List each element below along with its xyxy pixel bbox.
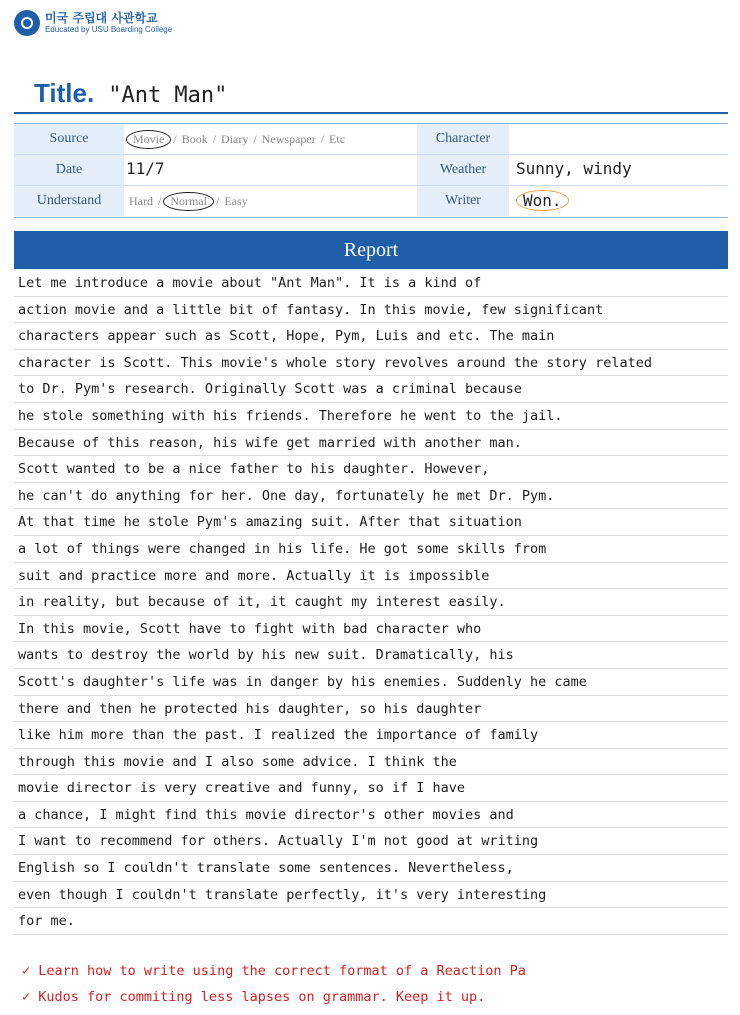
understand-label: Understand <box>14 186 124 216</box>
report-line: At that time he stole Pym's amazing suit. After that situation <box>14 509 728 536</box>
report-line: he stole something with his friends. Therefore he went to the jail. <box>14 403 728 430</box>
report-line: suit and practice more and more. Actually it is impossible <box>14 563 728 590</box>
feedback-line: ✓ Learn how to write using the correct format of a Reaction Pa <box>22 963 526 979</box>
info-row-source <box>14 124 728 155</box>
title-row <box>34 78 227 109</box>
source-option-movie: Movie <box>126 130 171 149</box>
report-line: he can't do anything for her. One day, fortunately he met Dr. Pym. <box>14 483 728 510</box>
source-option-diary: Diary <box>221 131 249 146</box>
weather-label: Weather <box>417 155 509 185</box>
report-line: to Dr. Pym's research. Originally Scott was a criminal because <box>14 376 728 403</box>
report-body <box>14 270 728 935</box>
report-line: movie director is very creative and funny, so if I have <box>14 775 728 802</box>
understand-option-hard: Hard <box>129 193 153 208</box>
report-line: I want to recommend for others. Actually I'm not good at writing <box>14 828 728 855</box>
report-heading: Report <box>14 231 728 269</box>
report-line: Because of this reason, his wife get married with another man. <box>14 430 728 457</box>
info-row-understand <box>14 186 728 216</box>
info-row-date <box>14 155 728 186</box>
report-line: Scott's daughter's life was in danger by his enemies. Suddenly he came <box>14 669 728 696</box>
info-table <box>14 123 728 218</box>
character-label: Character <box>417 124 509 154</box>
school-names <box>45 12 172 34</box>
source-options: Movie / Book / Diary / Newspaper / Etc <box>126 124 348 154</box>
teacher-feedback <box>22 958 732 1010</box>
weather-value: Sunny, windy <box>516 159 632 178</box>
date-value: 11/7 <box>126 159 165 178</box>
report-line: character is Scott. This movie's whole story revolves around the story related <box>14 350 728 377</box>
report-line: action movie and a little bit of fantasy. In this movie, few significant <box>14 297 728 324</box>
understand-option-easy: Easy <box>224 193 248 208</box>
title-underline <box>14 112 728 114</box>
report-line: Let me introduce a movie about "Ant Man". It is a kind of <box>14 270 728 297</box>
understand-option-normal: Normal <box>163 192 214 211</box>
school-header <box>14 8 172 38</box>
source-option-newspaper: Newspaper <box>261 131 316 146</box>
title-label: Title. <box>34 78 95 108</box>
report-line: characters appear such as Scott, Hope, Pym, Luis and etc. The main <box>14 323 728 350</box>
report-line: In this movie, Scott have to fight with bad character who <box>14 616 728 643</box>
report-line: in reality, but because of it, it caught my interest easily. <box>14 589 728 616</box>
school-logo-icon <box>14 10 40 36</box>
report-line: English so I couldn't translate some sentences. Nevertheless, <box>14 855 728 882</box>
report-line: like him more than the past. I realized the importance of family <box>14 722 728 749</box>
report-line: even though I couldn't translate perfectly, it's very interesting <box>14 882 728 909</box>
report-line: wants to destroy the world by his new suit. Dramatically, his <box>14 642 728 669</box>
feedback-line: ✓ Kudos for commiting less lapses on grammar. Keep it up. <box>22 989 486 1005</box>
report-line: Scott wanted to be a nice father to his daughter. However, <box>14 456 728 483</box>
source-option-etc: Etc <box>329 131 346 146</box>
report-line: a lot of things were changed in his life. He got some skills from <box>14 536 728 563</box>
report-line: there and then he protected his daughter, so his daughter <box>14 696 728 723</box>
understand-options: Hard / Normal / Easy <box>126 186 251 216</box>
report-line: through this movie and I also some advice. I think the <box>14 749 728 776</box>
school-name-english: Educated by USU Boarding College <box>45 25 173 34</box>
title-value: "Ant Man" <box>108 83 228 108</box>
writer-label: Writer <box>417 186 509 216</box>
writer-value: Won. <box>516 190 569 211</box>
report-line: for me. <box>14 908 728 935</box>
school-name-korean: 미국 주립대 사관학교 <box>45 11 158 25</box>
source-label: Source <box>14 124 124 154</box>
source-option-book: Book <box>181 131 208 146</box>
report-line: a chance, I might find this movie director's other movies and <box>14 802 728 829</box>
date-label: Date <box>14 155 124 185</box>
